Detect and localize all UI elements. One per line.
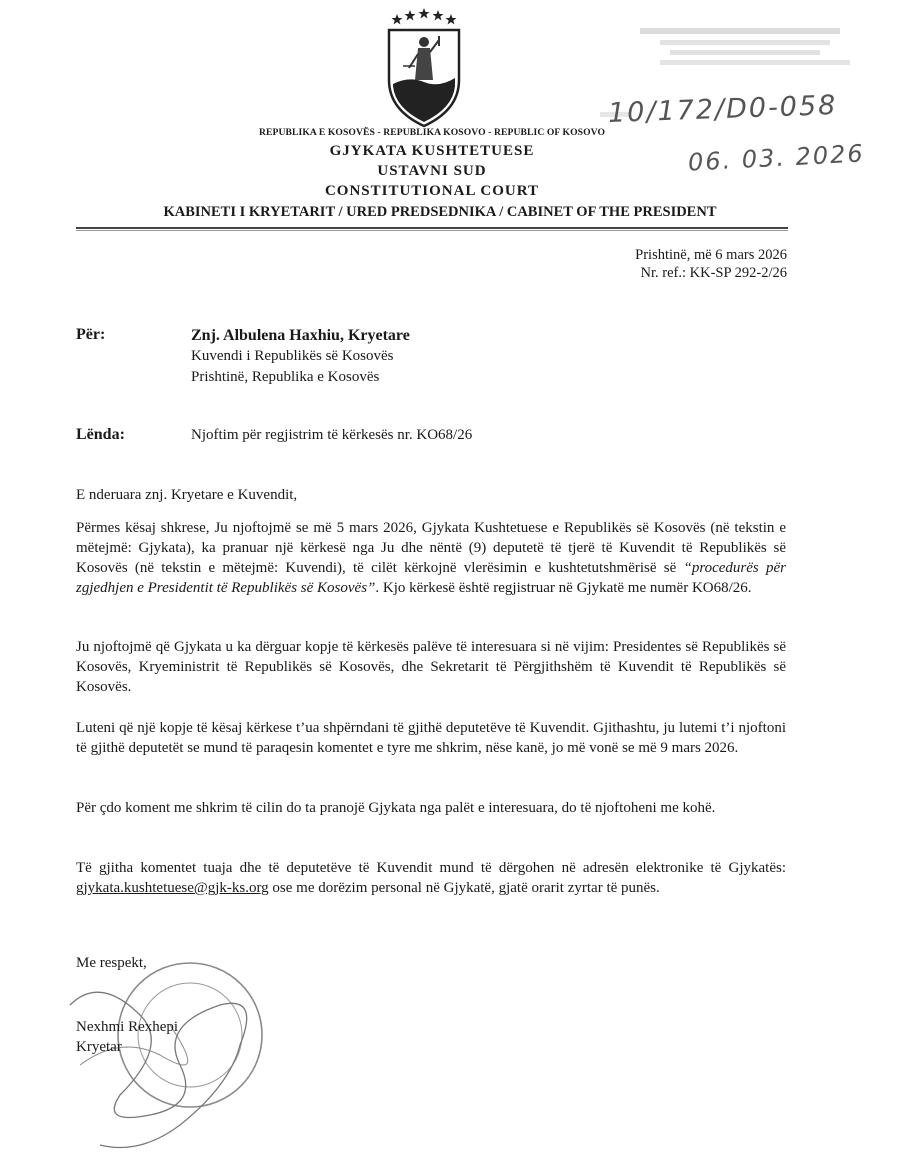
signer-name: Nexhmi Rexhepi <box>76 1019 179 1035</box>
paragraph-2: Ju njoftojmë që Gjykata u ka dërguar kopje të kërkesës palëve të interesuara si në vijim: Presidentes së Republikës së Kosovës, Kryeministrit të Republikës së Kosovës, dhe Sekretarit të Përgjithshëm të Kuvendit të Republikës së Kosovës. <box>76 639 786 695</box>
paragraph-1-end: . Kjo kërkesë është regjistruar në Gjykatë me numër KO68/26. <box>375 580 752 596</box>
court-name-sr: USTAVNI SUD <box>377 163 487 179</box>
registry-number: 10/172/D0-058 <box>607 90 838 129</box>
dateline <box>635 246 787 282</box>
paragraph-3: Luteni që një kopje të kësaj kërkese t’ua shpërndani të gjithë deputetëve të Kuvendit. Gjithashtu, ju lutemi t’i njoftoni të gjithë deputetët se mund të paraqesin komentet e tyre me shkrim, nëse kanë, jo më vonë se më 9 mars 2026. <box>76 720 786 756</box>
coat-of-arms-icon <box>383 6 465 128</box>
salutation: E nderuara znj. Kryetare e Kuvendit, <box>76 487 298 503</box>
paragraph-5 <box>76 858 786 898</box>
court-email-link[interactable]: gjykata.kushtetuese@gjk-ks.org <box>76 880 269 896</box>
country-line: REPUBLIKA E KOSOVËS - REPUBLIKA KOSOVO - REPUBLIC OF KOSOVO <box>258 127 606 138</box>
court-name-en: CONSTITUTIONAL COURT <box>324 183 540 199</box>
recipient-block <box>191 325 410 388</box>
place-date: Prishtinë, më 6 mars 2026 <box>635 247 787 263</box>
recipient-label: Për: <box>76 326 106 343</box>
signer-title: Kryetar <box>76 1039 122 1055</box>
cabinet-title: KABINETI I KRYETARIT / URED PREDSEDNIKA / CABINET OF THE PRESIDENT <box>163 204 717 220</box>
subject-text: Njoftim për regjistrim të kërkesës nr. KO68/26 <box>191 427 473 443</box>
recipient-name: Znj. Albulena Haxhiu, Kryetare <box>191 327 410 344</box>
header-divider-thin <box>76 230 788 231</box>
subject-label: Lënda: <box>76 426 125 443</box>
recipient-address: Prishtinë, Republika e Kosovës <box>191 369 380 385</box>
registry-date: 06. 03. 2026 <box>687 139 866 177</box>
paragraph-1-start: Përmes kësaj shkrese, Ju njoftojmë se më 5 mars 2026, Gjykata Kushtetuese e Republikës së Kosovës (në tekstin e mëtejmë: Gjykata), ka pranuar një kërkesë nga Ju dhe nëntë (9) deputetë të tjerë të Kuvendit të Republikës së Kosovës (në tekstin e mëtejmë: Kuvendi), të cilët kërkojnë vlerësimin e kushtetutshmërisë së <box>76 520 786 576</box>
paragraph-1 <box>76 518 786 598</box>
paragraph-1-quote: “procedurës për zgjedhjen e Presidentit të Republikës së Kosovës” <box>76 560 786 596</box>
paragraph-5-end: ose me dorëzim personal në Gjykatë, gjatë orarit zyrtar të punës. <box>268 880 660 896</box>
header-divider <box>76 227 788 229</box>
closing-regards: Me respekt, <box>76 955 147 971</box>
court-name-sq: GJYKATA KUSHTETUESE <box>329 143 535 159</box>
paragraph-5-start: Të gjitha komentet tuaja dhe të deputetëve të Kuvendit mund të dërgohen në adresën elektronike të Gjykatës: <box>76 860 786 876</box>
reference-number: Nr. ref.: KK-SP 292-2/26 <box>640 265 787 281</box>
recipient-institution: Kuvendi i Republikës së Kosovës <box>191 348 394 364</box>
signature-block <box>76 1017 178 1057</box>
paragraph-4: Për çdo koment me shkrim të cilin do ta pranojë Gjykata nga palët e interesuara, do të njoftoheni me kohë. <box>76 800 716 816</box>
